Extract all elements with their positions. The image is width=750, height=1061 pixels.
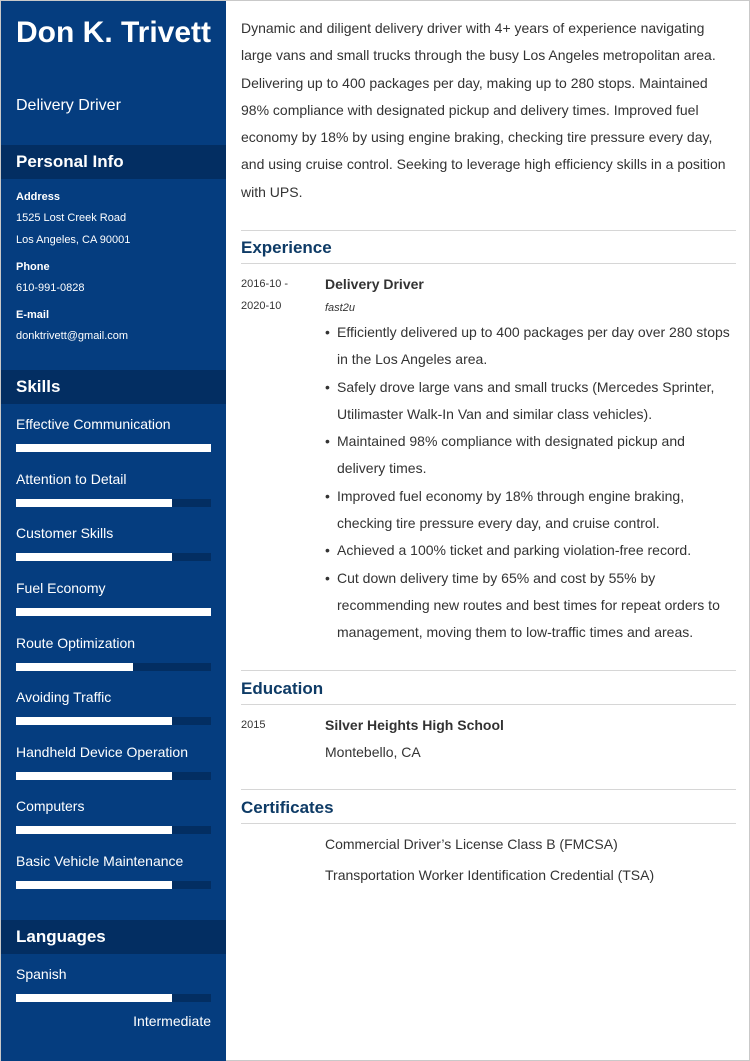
education-date: 2015 <box>241 719 266 731</box>
language-item <box>16 964 211 1002</box>
skill-name: Basic Vehicle Maintenance <box>16 853 184 869</box>
sidebar <box>1 1 226 1061</box>
candidate-title: Delivery Driver <box>16 97 121 114</box>
experience-job-title: Delivery Driver <box>325 276 424 292</box>
phone-label: Phone <box>16 261 50 273</box>
skill-item <box>16 523 211 561</box>
education-location: Montebello, CA <box>325 744 421 760</box>
personal-info-heading: Personal Info <box>1 145 226 179</box>
section-divider <box>241 704 736 705</box>
skill-level-bar <box>16 826 211 834</box>
section-divider <box>241 230 736 231</box>
email-value: donktrivett@gmail.com <box>16 330 129 342</box>
skill-level-fill <box>16 553 172 561</box>
experience-bullet: • Improved fuel economy by 18% through engine braking, checking tire pressure every day, and cruise control. <box>325 483 737 538</box>
skills-heading: Skills <box>1 370 226 404</box>
experience-heading: Experience <box>241 238 332 257</box>
language-level-fill <box>16 994 172 1002</box>
skill-level-fill <box>16 717 172 725</box>
section-divider <box>241 263 736 264</box>
candidate-name: Don K. Trivett <box>16 16 212 49</box>
skill-level-bar <box>16 444 211 452</box>
skill-level-fill <box>16 608 211 616</box>
experience-company: fast2u <box>325 302 355 314</box>
education-heading: Education <box>241 679 324 698</box>
address-line-2: Los Angeles, CA 90001 <box>16 234 131 246</box>
certificates-heading: Certificates <box>241 798 334 817</box>
skill-level-fill <box>16 826 172 834</box>
certificate-item: Transportation Worker Identification Credential (TSA) <box>325 867 655 883</box>
skill-level-fill <box>16 444 211 452</box>
skill-name: Effective Communication <box>16 416 171 432</box>
experience-date-start: 2016-10 - <box>241 278 289 290</box>
email-label: E-mail <box>16 309 50 321</box>
skill-item <box>16 687 211 725</box>
section-divider <box>241 670 736 671</box>
address-line-1: 1525 Lost Creek Road <box>16 212 127 224</box>
language-level-label: Intermediate <box>133 1013 211 1029</box>
address-label: Address <box>16 191 61 203</box>
skill-name: Avoiding Traffic <box>16 689 112 705</box>
skill-name: Computers <box>16 798 85 814</box>
skill-item <box>16 742 211 780</box>
experience-bullets <box>325 319 737 647</box>
skill-level-bar <box>16 608 211 616</box>
certificate-item: Commercial Driver’s License Class B (FMCSA) <box>325 836 618 852</box>
experience-bullet: • Maintained 98% compliance with designated pickup and delivery times. <box>325 428 737 483</box>
section-divider <box>241 789 736 790</box>
experience-bullet: • Efficiently delivered up to 400 packages per day over 280 stops in the Los Angeles area. <box>325 319 737 374</box>
profile-summary: Dynamic and diligent delivery driver with 4+ years of experience navigating large vans and small trucks through the busy Los Angeles metropolitan area. Delivering up to 400 packages per day, making up to 280 stops. Maintained 98% compliance with designated pickup and delivery times. Improved fuel economy by 18% by using engine braking, checking tire pressure every day, and using cruise control. Seeking to leverage high efficiency skills in a position with UPS. <box>241 20 726 200</box>
skill-item <box>16 796 211 834</box>
language-level-bar <box>16 994 211 1002</box>
experience-bullet: • Achieved a 100% ticket and parking violation-free record. <box>325 537 737 564</box>
language-name: Spanish <box>16 966 67 982</box>
education-school: Silver Heights High School <box>325 717 504 733</box>
skill-level-bar <box>16 881 211 889</box>
languages-heading: Languages <box>1 920 226 954</box>
skill-level-fill <box>16 881 172 889</box>
experience-bullet: • Cut down delivery time by 65% and cost by 55% by recommending new routes and best times for repeat orders to management, moving them to low-traffic times and areas. <box>325 565 737 647</box>
skill-level-fill <box>16 499 172 507</box>
skill-item <box>16 851 211 889</box>
skill-item <box>16 469 211 507</box>
skill-level-bar <box>16 772 211 780</box>
skill-level-bar <box>16 663 211 671</box>
skill-level-fill <box>16 663 133 671</box>
section-divider <box>241 823 736 824</box>
skill-name: Handheld Device Operation <box>16 744 188 760</box>
skill-item <box>16 414 211 452</box>
skill-name: Fuel Economy <box>16 580 106 596</box>
skill-name: Customer Skills <box>16 525 114 541</box>
skill-level-bar <box>16 717 211 725</box>
experience-bullet: • Safely drove large vans and small trucks (Mercedes Sprinter, Utilimaster Walk-In Van and similar class vehicles). <box>325 374 737 429</box>
phone-value: 610-991-0828 <box>16 282 85 294</box>
skill-name: Route Optimization <box>16 635 136 651</box>
skill-level-bar <box>16 499 211 507</box>
skill-level-bar <box>16 553 211 561</box>
skill-item <box>16 633 211 671</box>
skill-level-fill <box>16 772 172 780</box>
experience-date-end: 2020-10 <box>241 300 282 312</box>
skill-item <box>16 578 211 616</box>
skill-name: Attention to Detail <box>16 471 127 487</box>
